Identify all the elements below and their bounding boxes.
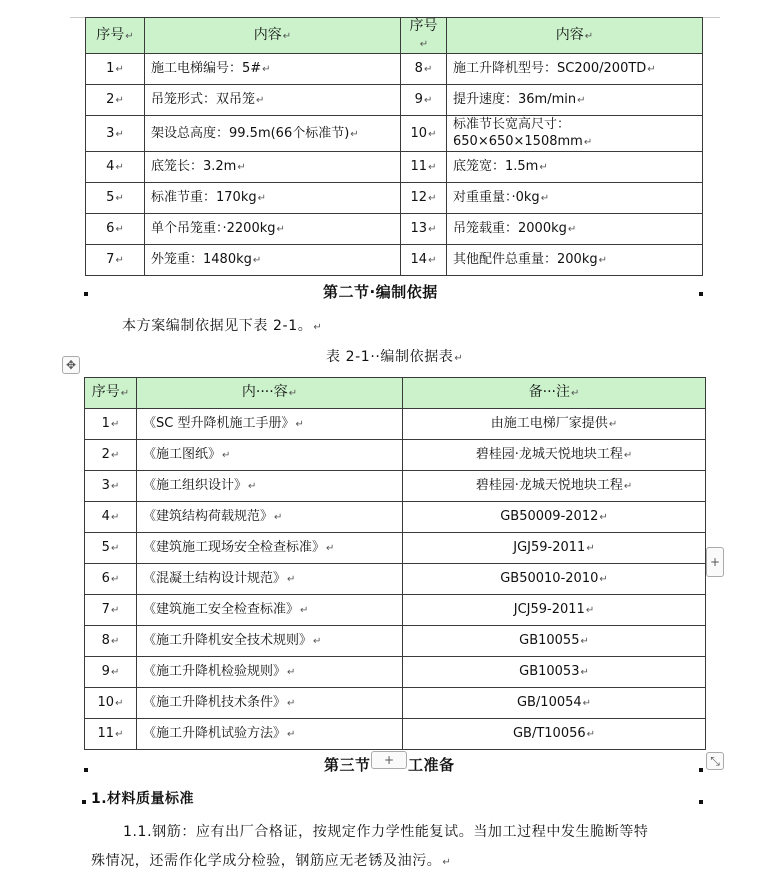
basis-document-cell: 《混凝土结构设计规范》↵	[137, 564, 403, 595]
steel-requirement-line1: 1.1.钢筋：应有出厂合格证，按规定作力学性能复试。当加工过程中发生脆断等特	[123, 824, 649, 840]
spec-table-row	[86, 214, 703, 245]
section2-intro: 本方案编制依据见下表 2-1。↵	[122, 318, 323, 334]
spec-index-cell: 13↵	[401, 214, 447, 245]
spec-content-cell: 外笼重：1480kg↵	[145, 245, 401, 276]
paragraph-mark	[84, 292, 88, 296]
spec-index-cell: 6↵	[86, 214, 145, 245]
basis-document-cell: 《施工升降机安全技术规则》↵	[137, 626, 403, 657]
table-caption: 表 2-1··编制依据表↵	[326, 349, 464, 365]
basis-note-cell: GB50010-2010↵	[403, 564, 706, 595]
basis-index-cell: 7↵	[85, 595, 137, 626]
spec-index-cell: 11↵	[401, 152, 447, 183]
spec-table-header-row	[86, 18, 703, 54]
spec-table-row	[86, 152, 703, 183]
spec-content-cell: 底笼宽：1.5m↵	[447, 152, 703, 183]
section3-title-right: 工准备	[408, 756, 455, 774]
section3-title-left: 第三节	[324, 756, 371, 774]
header-cell: 序号↵	[86, 18, 145, 54]
basis-document-cell: 《施工升降机检验规则》↵	[137, 657, 403, 688]
basis-table-row	[85, 502, 706, 533]
spec-index-cell: 4↵	[86, 152, 145, 183]
header-cell: 内容↵	[145, 18, 401, 54]
basis-index-cell: 8↵	[85, 626, 137, 657]
spec-index-cell: 5↵	[86, 183, 145, 214]
paragraph-mark	[699, 800, 703, 804]
header-cell: 内····容↵	[137, 378, 403, 409]
spec-content-cell: 施工升降机型号：SC200/200TD↵	[447, 54, 703, 85]
basis-note-cell: GB/T10056↵	[403, 719, 706, 750]
basis-document-cell: 《施工图纸》↵	[137, 440, 403, 471]
paragraph-mark	[84, 768, 88, 772]
paragraph-mark	[699, 292, 703, 296]
spec-content-cell: 提升速度：36m/min↵	[447, 85, 703, 116]
basis-index-cell: 4↵	[85, 502, 137, 533]
basis-index-cell: 6↵	[85, 564, 137, 595]
spec-index-cell: 2↵	[86, 85, 145, 116]
basis-index-cell: 5↵	[85, 533, 137, 564]
spec-content-cell: 标准节长宽高尺寸：650×650×1508mm↵	[447, 116, 703, 152]
spec-index-cell: 14↵	[401, 245, 447, 276]
spec-content-cell: 标准节重：170kg↵	[145, 183, 401, 214]
spec-table-row	[86, 85, 703, 116]
table-move-handle-icon[interactable]: ✥	[62, 356, 80, 374]
basis-note-cell: GB/10054↵	[403, 688, 706, 719]
basis-note-cell: GB50009-2012↵	[403, 502, 706, 533]
paragraph-mark	[82, 800, 86, 804]
basis-note-cell: GB10055↵	[403, 626, 706, 657]
table-resize-icon[interactable]: ⤡	[706, 752, 724, 770]
basis-document-cell: 《建筑结构荷载规范》↵	[137, 502, 403, 533]
basis-table-row	[85, 688, 706, 719]
spec-content-cell: 架设总高度：99.5m(66个标准节)↵	[145, 116, 401, 152]
basis-table-row	[85, 657, 706, 688]
spec-table-row	[86, 116, 703, 152]
spec-index-cell: 7↵	[86, 245, 145, 276]
spec-content-cell: 吊笼载重：2000kg↵	[447, 214, 703, 245]
header-cell: 备···注↵	[403, 378, 706, 409]
basis-document-cell: 《建筑施工安全检查标准》↵	[137, 595, 403, 626]
basis-table-row	[85, 533, 706, 564]
basis-index-cell: 9↵	[85, 657, 137, 688]
material-quality-heading: 1.材料质量标准	[91, 791, 195, 807]
basis-index-cell: 10↵	[85, 688, 137, 719]
spec-content-cell: 其他配件总重量：200kg↵	[447, 245, 703, 276]
spec-table-row	[86, 245, 703, 276]
basis-table-row	[85, 440, 706, 471]
basis-table-header-row	[85, 378, 706, 409]
spec-content-cell: 施工电梯编号：5#↵	[145, 54, 401, 85]
spec-index-cell: 10↵	[401, 116, 447, 152]
basis-note-cell: JGJ59-2011↵	[403, 533, 706, 564]
basis-table-row	[85, 564, 706, 595]
elevator-spec-table[interactable]	[85, 17, 703, 276]
basis-note-cell: JCJ59-2011↵	[403, 595, 706, 626]
basis-document-cell: 《施工升降机技术条件》↵	[137, 688, 403, 719]
basis-index-cell: 1↵	[85, 409, 137, 440]
basis-document-cell: 《建筑施工现场安全检查标准》↵	[137, 533, 403, 564]
header-cell: 序号↵	[401, 18, 447, 54]
basis-note-cell: 由施工电梯厂家提供↵	[403, 409, 706, 440]
steel-requirement-line2: 殊情况，还需作化学成分检验，钢筋应无老锈及油污。↵	[91, 853, 452, 869]
basis-table-row	[85, 719, 706, 750]
basis-index-cell: 11↵	[85, 719, 137, 750]
spec-table-row	[86, 183, 703, 214]
basis-note-cell: 碧桂园·龙城天悦地块工程↵	[403, 471, 706, 502]
add-row-icon[interactable]: +	[371, 751, 407, 769]
header-cell: 序号↵	[85, 378, 137, 409]
spec-content-cell: 吊笼形式：双吊笼↵	[145, 85, 401, 116]
spec-index-cell: 3↵	[86, 116, 145, 152]
spec-table-row	[86, 54, 703, 85]
spec-content-cell: 对重重量：·0kg↵	[447, 183, 703, 214]
basis-table-row	[85, 409, 706, 440]
basis-note-cell: 碧桂园·龙城天悦地块工程↵	[403, 440, 706, 471]
header-cell: 内容↵	[447, 18, 703, 54]
basis-table-row	[85, 471, 706, 502]
basis-document-cell: 《施工组织设计》↵	[137, 471, 403, 502]
basis-table[interactable]	[84, 377, 706, 750]
basis-document-cell: 《SC 型升降机施工手册》↵	[137, 409, 403, 440]
basis-table-row	[85, 595, 706, 626]
spec-index-cell: 1↵	[86, 54, 145, 85]
basis-index-cell: 3↵	[85, 471, 137, 502]
basis-table-row	[85, 626, 706, 657]
basis-document-cell: 《施工升降机试验方法》↵	[137, 719, 403, 750]
add-column-icon[interactable]: +	[706, 547, 724, 577]
basis-index-cell: 2↵	[85, 440, 137, 471]
basis-note-cell: GB10053↵	[403, 657, 706, 688]
paragraph-mark	[699, 768, 703, 772]
spec-content-cell: 单个吊笼重：·2200kg↵	[145, 214, 401, 245]
spec-index-cell: 12↵	[401, 183, 447, 214]
spec-index-cell: 9↵	[401, 85, 447, 116]
section2-title: 第二节·编制依据	[323, 283, 438, 301]
spec-content-cell: 底笼长：3.2m↵	[145, 152, 401, 183]
spec-index-cell: 8↵	[401, 54, 447, 85]
